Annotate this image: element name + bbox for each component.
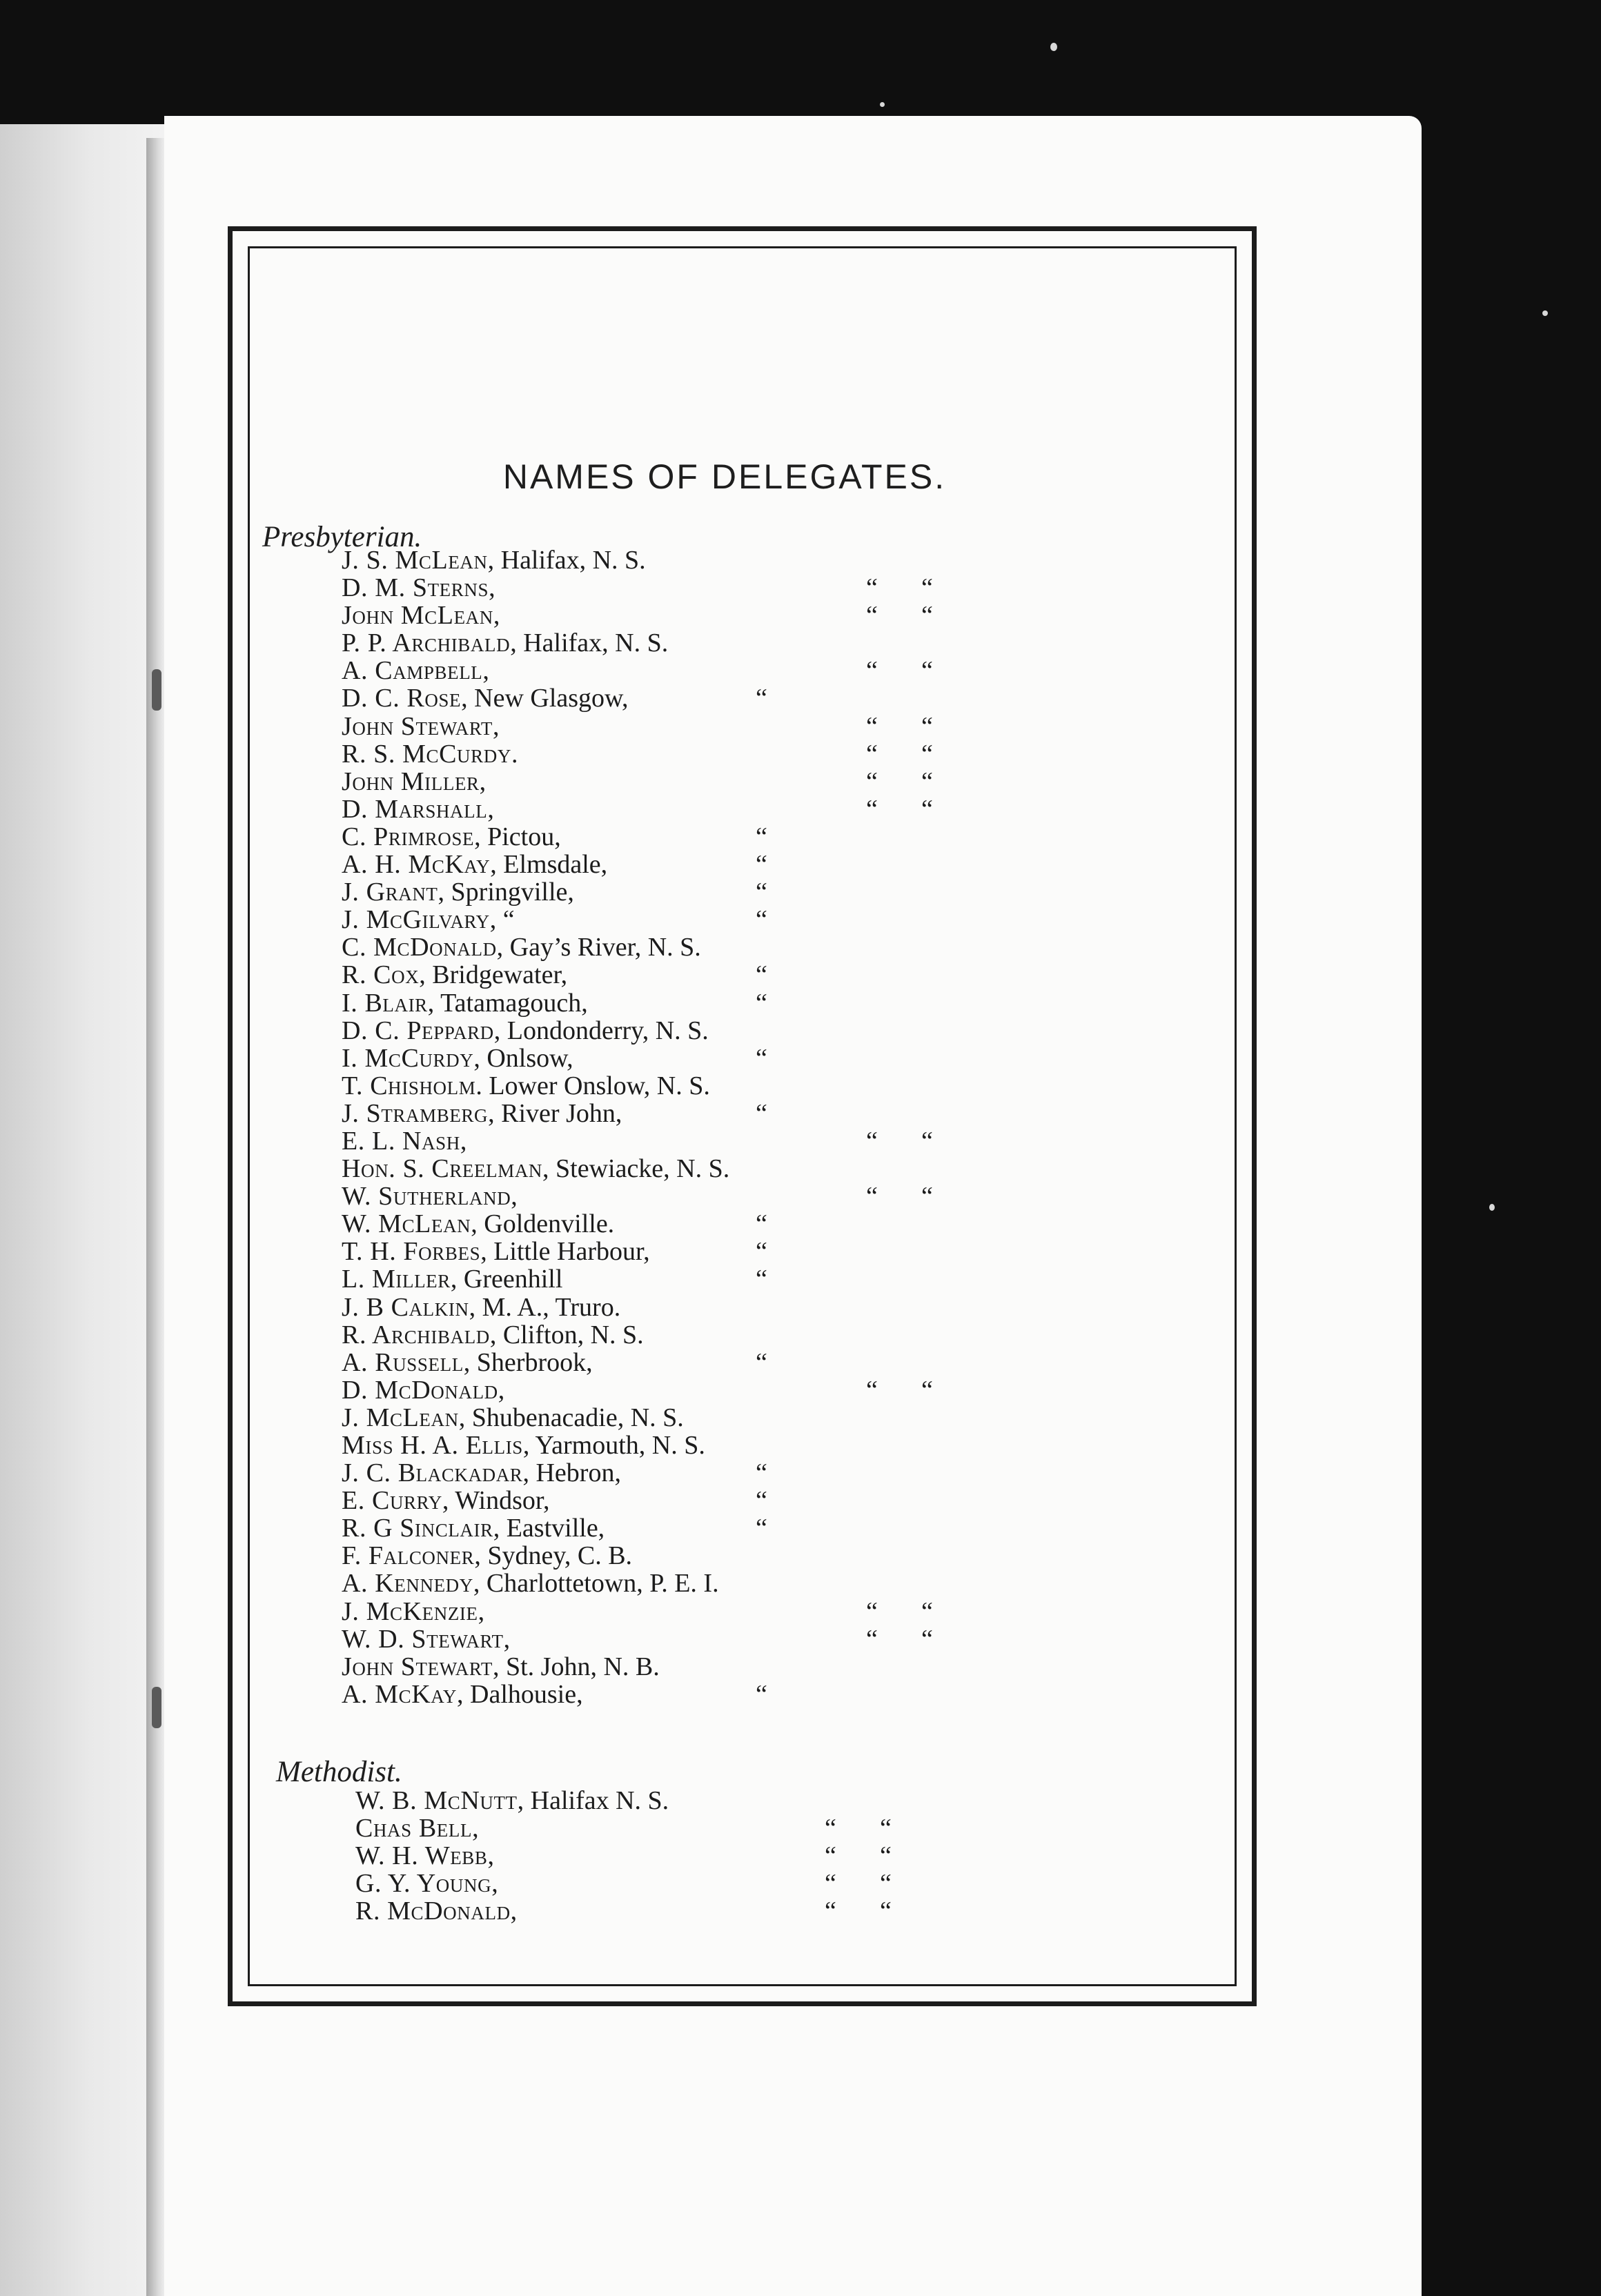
delegate-entry — [342, 1596, 933, 1626]
delegate-name: D. M. Sterns — [342, 573, 489, 603]
delegate-entry — [342, 960, 767, 990]
film-speck — [880, 102, 885, 107]
delegate-location: , — [492, 711, 500, 741]
delegate-location: , Little Harbour, — [480, 1237, 650, 1267]
delegate-location: , Goldenville. — [471, 1209, 615, 1239]
delegate-entry — [342, 656, 933, 686]
ditto-mark: “ — [880, 1869, 892, 1899]
delegate-name: C. McDonald — [342, 933, 497, 962]
delegate-entry — [342, 1043, 767, 1073]
ditto-mark: “ — [921, 711, 933, 741]
delegate-name: J. Stramberg — [342, 1098, 489, 1128]
ditto-mark: “ — [825, 1814, 836, 1843]
delegate-entry — [355, 1814, 892, 1843]
ditto-mark: “ — [866, 711, 878, 741]
delegate-entry — [342, 1375, 933, 1405]
ditto-mark: “ — [880, 1841, 892, 1871]
delegate-location: , Yarmouth, N. S. — [522, 1431, 705, 1460]
delegate-location: , Onlsow, — [473, 1043, 573, 1073]
delegate-entry — [342, 905, 767, 935]
ditto-mark: “ — [756, 960, 767, 990]
delegate-entry — [342, 1679, 767, 1709]
delegate-location: , — [482, 656, 489, 686]
ditto-mark: “ — [756, 878, 767, 907]
delegate-entry — [342, 1458, 767, 1488]
ditto-mark: “ — [921, 573, 933, 603]
delegate-name: D. McDonald — [342, 1375, 498, 1405]
delegate-location: , Elmsdale, — [490, 850, 608, 880]
delegate-location: , Shubenacadie, N. S. — [458, 1403, 684, 1432]
delegate-name: T. Chisholm — [342, 1071, 476, 1100]
ditto-mark: “ — [756, 1098, 767, 1128]
delegate-name: John Stewart — [342, 1652, 493, 1681]
ditto-mark: “ — [866, 573, 878, 603]
ditto-mark: “ — [825, 1841, 836, 1871]
delegate-name: A. Kennedy — [342, 1569, 473, 1599]
delegate-name: Hon. S. Creelman — [342, 1154, 543, 1184]
delegate-name: J. McKenzie — [342, 1596, 478, 1626]
delegate-location: , — [489, 573, 495, 603]
delegate-entry — [342, 1653, 729, 1681]
delegate-entry — [342, 1126, 933, 1156]
delegate-list-presbyterian — [342, 546, 933, 1709]
ditto-mark: “ — [756, 988, 767, 1018]
delegate-entry — [342, 1209, 767, 1239]
delegate-name: John Miller — [342, 766, 480, 796]
delegate-location: . Lower Onslow, N. S. — [475, 1071, 710, 1100]
delegate-entry — [342, 878, 767, 907]
delegate-location: , — [498, 1375, 505, 1405]
delegate-name: J. McGilvary — [342, 905, 490, 935]
delegate-entry — [342, 933, 729, 961]
delegate-name: D. C. Peppard — [342, 1016, 494, 1045]
delegate-name: P. P. Archibald — [342, 629, 511, 658]
delegate-location: , Gay’s River, N. S. — [496, 933, 701, 962]
delegate-location: , Hebron, — [522, 1458, 621, 1488]
delegate-location: , — [472, 1814, 479, 1843]
delegate-name: John McLean — [342, 601, 493, 631]
delegate-location: , — [460, 1126, 467, 1156]
ditto-mark: “ — [756, 1458, 767, 1488]
delegate-location: , Pictou, — [474, 822, 561, 851]
delegate-name: A. H. McKay — [342, 850, 491, 880]
delegate-name: E. L. Nash — [342, 1126, 460, 1156]
delegate-name: E. Curry — [342, 1486, 442, 1516]
delegate-location: , St. John, N. B. — [492, 1652, 660, 1681]
delegate-location: , Halifax N. S. — [517, 1786, 669, 1815]
ditto-mark: “ — [866, 601, 878, 631]
delegate-location: , — [503, 1624, 511, 1654]
delegate-name: I. McCurdy — [342, 1043, 474, 1073]
film-speck — [1050, 43, 1057, 51]
delegate-location: , Clifton, N. S. — [489, 1320, 644, 1349]
ditto-mark: “ — [866, 1596, 878, 1626]
staple — [152, 1687, 161, 1728]
delegate-name: G. Y. Young — [355, 1869, 492, 1899]
delegate-entry — [342, 1294, 729, 1321]
delegate-name: J. S. McLean — [342, 546, 488, 575]
delegate-entry — [342, 850, 767, 880]
ditto-mark: “ — [756, 1237, 767, 1267]
ditto-mark: “ — [866, 1375, 878, 1405]
delegate-location: , — [493, 601, 500, 631]
delegate-entry — [342, 684, 767, 713]
delegate-entry — [342, 1072, 729, 1100]
delegate-location: , — [479, 766, 487, 796]
delegate-name: L. Miller — [342, 1265, 451, 1294]
delegate-name: A. McKay — [342, 1679, 458, 1709]
delegate-location: , — [487, 1841, 495, 1871]
delegate-name: T. H. Forbes — [342, 1237, 481, 1267]
ditto-mark: “ — [756, 684, 767, 713]
delegate-entry — [342, 1017, 729, 1045]
delegate-entry — [342, 1486, 767, 1516]
delegate-entry — [355, 1841, 892, 1871]
film-speck — [1489, 1204, 1495, 1211]
delegate-entry — [342, 739, 933, 769]
delegate-name: R. McDonald — [355, 1897, 511, 1926]
delegate-entry — [342, 1514, 767, 1543]
delegate-list-methodist — [355, 1786, 892, 1926]
delegate-name: D. Marshall — [342, 794, 488, 824]
delegate-location: , Greenhill — [450, 1265, 563, 1294]
delegate-name: W. Sutherland — [342, 1182, 511, 1211]
delegate-entry — [355, 1787, 669, 1814]
ditto-mark: “ — [921, 766, 933, 796]
delegate-location: , — [478, 1596, 485, 1626]
delegate-location: , Bridgewater, — [419, 960, 568, 990]
delegate-location: , — [491, 1869, 498, 1899]
delegate-name: A. Campbell — [342, 656, 483, 686]
staple — [152, 669, 161, 711]
ditto-mark: “ — [756, 822, 767, 851]
delegate-location: , River John, — [488, 1098, 622, 1128]
delegate-name: J. C. Blackadar — [342, 1458, 523, 1488]
document-page — [164, 116, 1422, 2296]
delegate-name: D. C. Rose — [342, 684, 462, 713]
ditto-mark: “ — [921, 1375, 933, 1405]
delegate-name: F. Falconer — [342, 1541, 475, 1571]
delegate-entry — [342, 1432, 729, 1459]
delegate-location: , Halifax, N. S. — [487, 546, 646, 575]
delegate-entry — [342, 766, 933, 796]
delegate-location: , M. A., Truro. — [469, 1292, 621, 1322]
delegate-entry — [342, 546, 729, 574]
document-title: NAMES OF DELEGATES. — [502, 457, 947, 496]
delegate-name: W. B. McNutt — [355, 1786, 518, 1815]
delegate-name: W. McLean — [342, 1209, 471, 1239]
ditto-mark: “ — [756, 1043, 767, 1073]
section-label-presbyterian: Presbyterian. — [262, 521, 422, 553]
delegate-name: R. S. McCurdy — [342, 739, 511, 769]
ditto-mark: “ — [756, 1347, 767, 1377]
delegate-entry — [342, 1182, 933, 1211]
delegate-entry — [342, 1155, 729, 1182]
delegate-entry — [342, 711, 933, 741]
delegate-entry — [342, 1237, 767, 1267]
delegate-location: , Sherbrook, — [463, 1347, 593, 1377]
ditto-mark: “ — [756, 905, 767, 935]
film-speck — [1542, 310, 1548, 316]
ditto-mark: “ — [921, 1596, 933, 1626]
delegate-entry — [342, 1404, 729, 1432]
ditto-mark: “ — [921, 656, 933, 686]
ditto-mark: “ — [866, 766, 878, 796]
delegate-name: A. Russell — [342, 1347, 464, 1377]
delegate-name: R. Archibald — [342, 1320, 490, 1349]
delegate-entry — [342, 988, 767, 1018]
delegate-name: Chas Bell — [355, 1814, 473, 1843]
delegate-location: , — [487, 794, 494, 824]
delegate-location: , Charlottetown, P. E. I. — [473, 1569, 719, 1599]
delegate-entry — [342, 1570, 729, 1597]
delegate-location: . — [511, 739, 518, 769]
ditto-mark: “ — [866, 1126, 878, 1156]
delegate-location: , Windsor, — [442, 1486, 550, 1516]
delegate-location: , Stewiacke, N. S. — [542, 1154, 730, 1184]
delegate-name: J. McLean — [342, 1403, 459, 1432]
delegate-location: , Dalhousie, — [457, 1679, 583, 1709]
delegate-entry — [342, 1321, 729, 1349]
ditto-mark: “ — [921, 794, 933, 824]
delegate-name: R. Cox — [342, 960, 420, 990]
delegate-location: , “ — [489, 905, 515, 935]
ditto-mark: “ — [921, 601, 933, 631]
delegate-name: I. Blair — [342, 988, 428, 1018]
delegate-location: , — [510, 1897, 518, 1926]
delegate-entry — [342, 1624, 933, 1654]
ditto-mark: “ — [756, 1209, 767, 1239]
ditto-mark: “ — [756, 1265, 767, 1294]
facing-page-edge — [0, 124, 164, 2296]
delegate-location: , Sydney, C. B. — [474, 1541, 633, 1571]
delegate-entry — [342, 1265, 767, 1294]
delegate-entry — [342, 629, 729, 657]
ditto-mark: “ — [756, 1679, 767, 1709]
ditto-mark: “ — [921, 1126, 933, 1156]
delegate-name: R. G Sinclair — [342, 1514, 493, 1543]
ditto-mark: “ — [866, 1182, 878, 1211]
ditto-mark: “ — [866, 739, 878, 769]
delegate-entry — [355, 1897, 892, 1926]
delegate-name: Miss H. A. Ellis — [342, 1431, 523, 1460]
delegate-location: , Springville, — [438, 878, 574, 907]
delegate-entry — [355, 1869, 892, 1899]
delegate-name: J. B Calkin — [342, 1292, 469, 1322]
delegate-location: , — [511, 1182, 518, 1211]
ditto-mark: “ — [880, 1814, 892, 1843]
delegate-entry — [342, 1347, 767, 1377]
ditto-mark: “ — [880, 1897, 892, 1926]
delegate-name: C. Primrose — [342, 822, 475, 851]
delegate-location: , Eastville, — [493, 1514, 605, 1543]
delegate-name: J. Grant — [342, 878, 438, 907]
delegate-entry — [342, 573, 933, 603]
delegate-entry — [342, 601, 933, 631]
ditto-mark: “ — [866, 656, 878, 686]
delegate-location: , Londonderry, N. S. — [493, 1016, 709, 1045]
delegate-entry — [342, 1098, 767, 1128]
delegate-name: W. H. Webb — [355, 1841, 488, 1871]
delegate-entry — [342, 1542, 729, 1570]
delegate-location: , Halifax, N. S. — [510, 629, 669, 658]
ditto-mark: “ — [756, 1486, 767, 1516]
ditto-mark: “ — [825, 1869, 836, 1899]
delegate-entry — [342, 794, 933, 824]
delegate-name: John Stewart — [342, 711, 493, 741]
ditto-mark: “ — [756, 850, 767, 880]
delegate-entry — [342, 822, 767, 851]
delegate-location: , New Glasgow, — [461, 684, 629, 713]
ditto-mark: “ — [866, 794, 878, 824]
delegate-location: , Tatamagouch, — [427, 988, 588, 1018]
ditto-mark: “ — [921, 1182, 933, 1211]
ditto-mark: “ — [866, 1624, 878, 1654]
ditto-mark: “ — [756, 1514, 767, 1543]
ditto-mark: “ — [921, 1624, 933, 1654]
delegate-name: W. D. Stewart — [342, 1624, 504, 1654]
ditto-mark: “ — [921, 739, 933, 769]
section-label-methodist: Methodist. — [276, 1756, 402, 1788]
ditto-mark: “ — [825, 1897, 836, 1926]
